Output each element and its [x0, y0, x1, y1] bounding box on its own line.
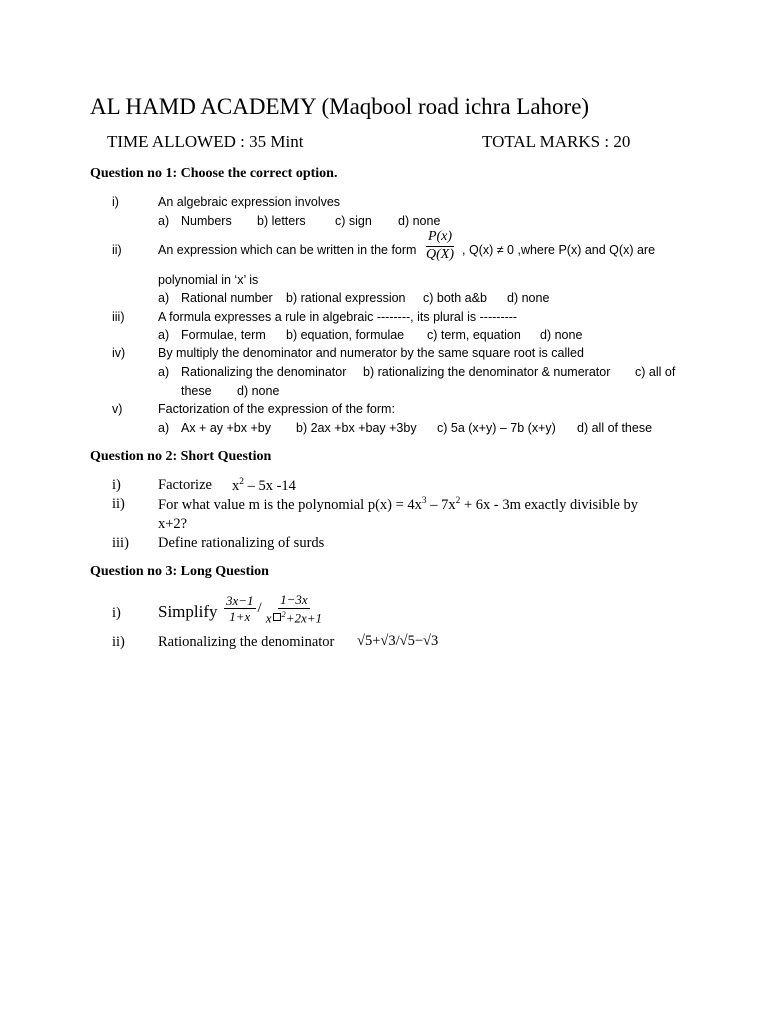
- fraction-denominator: 1+x: [229, 609, 251, 625]
- text-part: – 7x: [426, 496, 456, 513]
- q2-item-number: iii): [112, 535, 129, 551]
- option: b) rationalizing the denominator & numerator: [363, 365, 611, 379]
- option: Numbers: [181, 214, 232, 228]
- expr-part: x: [265, 609, 272, 625]
- option: Formulae, term: [181, 328, 266, 342]
- question-2-heading: Question no 2: Short Question: [90, 449, 272, 464]
- q2-item-text: [158, 496, 638, 514]
- q1-item-text: Factorization of the expression of the form:: [158, 402, 395, 416]
- q2-item-number: i): [112, 477, 121, 493]
- option: b) equation, formulae: [286, 328, 405, 342]
- option: d) all of these: [577, 421, 653, 435]
- option: c) both a&b: [423, 291, 487, 305]
- division-slash: /: [257, 600, 262, 617]
- option: c) term, equation: [427, 328, 521, 342]
- option: b) 2ax +bx +bay +3by: [296, 421, 417, 435]
- q3-item-label: Simplify: [158, 602, 218, 621]
- text-part: + 6x - 3m exactly divisible by: [460, 496, 639, 513]
- option: c) sign: [335, 214, 372, 228]
- placeholder-box-icon: [273, 613, 281, 621]
- option: Rational number: [181, 291, 273, 305]
- q2-item-text: Define rationalizing of surds: [158, 535, 325, 551]
- option: c) all of: [635, 365, 676, 379]
- q1-item-text: An expression which can be written in the form: [158, 243, 417, 257]
- q1-item-number: i): [112, 195, 119, 209]
- option: c) 5a (x+y) – 7b (x+y): [437, 421, 556, 435]
- fraction-denominator: [264, 609, 324, 626]
- q2-item-text-line2: x+2?: [158, 516, 188, 532]
- option: b) rational expression: [286, 291, 406, 305]
- option-label: a): [158, 291, 170, 305]
- exponent: 2: [281, 608, 286, 619]
- option: these: [181, 384, 212, 398]
- q1-item-text: An algebraic expression involves: [158, 195, 341, 209]
- expr-part: – 5x -14: [243, 477, 296, 494]
- q1-item-text: A formula expresses a rule in algebraic --------, its plural is ---------: [158, 310, 518, 324]
- option: Ax + ay +bx +by: [181, 421, 271, 435]
- option-label: a): [158, 328, 170, 342]
- time-allowed: TIME ALLOWED : 35 Mint: [107, 132, 304, 151]
- total-marks: TOTAL MARKS : 20: [482, 132, 631, 151]
- page-title: AL HAMD ACADEMY (Maqbool road ichra Lahore): [90, 94, 590, 119]
- option: b) letters: [257, 214, 306, 228]
- option: d) none: [507, 291, 550, 305]
- expr-part: x: [232, 477, 240, 494]
- q1-item-number: v): [112, 402, 123, 416]
- fraction-numerator: 3x−1: [226, 592, 254, 608]
- simplify-expression: [224, 592, 324, 626]
- expr-part: +2x+1: [285, 609, 323, 625]
- fraction-numerator: P(x): [426, 229, 454, 247]
- q1-item-number: iv): [112, 346, 126, 360]
- q1-item-text: polynomial in ‘x’ is: [158, 273, 259, 287]
- option: d) none: [398, 214, 441, 228]
- q2-item-label: Factorize: [158, 477, 212, 493]
- q1-item-text: , Q(x) ≠ 0 ,where P(x) and Q(x) are: [462, 243, 656, 257]
- option: d) none: [237, 384, 280, 398]
- option: Rationalizing the denominator: [181, 365, 347, 379]
- q1-item-number: iii): [112, 310, 125, 324]
- question-1-heading: Question no 1: Choose the correct option.: [90, 166, 338, 181]
- text-part: For what value m is the polynomial p(x) = 4x: [158, 496, 422, 513]
- exponent: 3: [421, 496, 427, 506]
- q1-item-number: ii): [112, 243, 122, 257]
- option: d) none: [540, 328, 583, 342]
- q3-item-label: Rationalizing the denominator: [158, 634, 335, 650]
- fraction-p-over-q: [424, 229, 456, 264]
- option-label: a): [158, 365, 170, 379]
- surd-expression: √5+√3/√5−√3: [357, 633, 439, 649]
- option-label: a): [158, 421, 170, 435]
- question-3-heading: Question no 3: Long Question: [90, 564, 269, 579]
- q1-item-text: By multiply the denominator and numerator by the same square root is called: [158, 346, 584, 360]
- q3-item-number: ii): [112, 634, 125, 650]
- exponent: 2: [455, 496, 461, 506]
- option-label: a): [158, 214, 170, 228]
- fraction-numerator: 1−3x: [280, 592, 308, 607]
- q2-item-number: ii): [112, 496, 125, 512]
- q3-item-number: i): [112, 605, 121, 621]
- exponent: 2: [239, 477, 244, 487]
- fraction-denominator: Q(X): [426, 246, 454, 262]
- q2-item-expression: [232, 477, 296, 495]
